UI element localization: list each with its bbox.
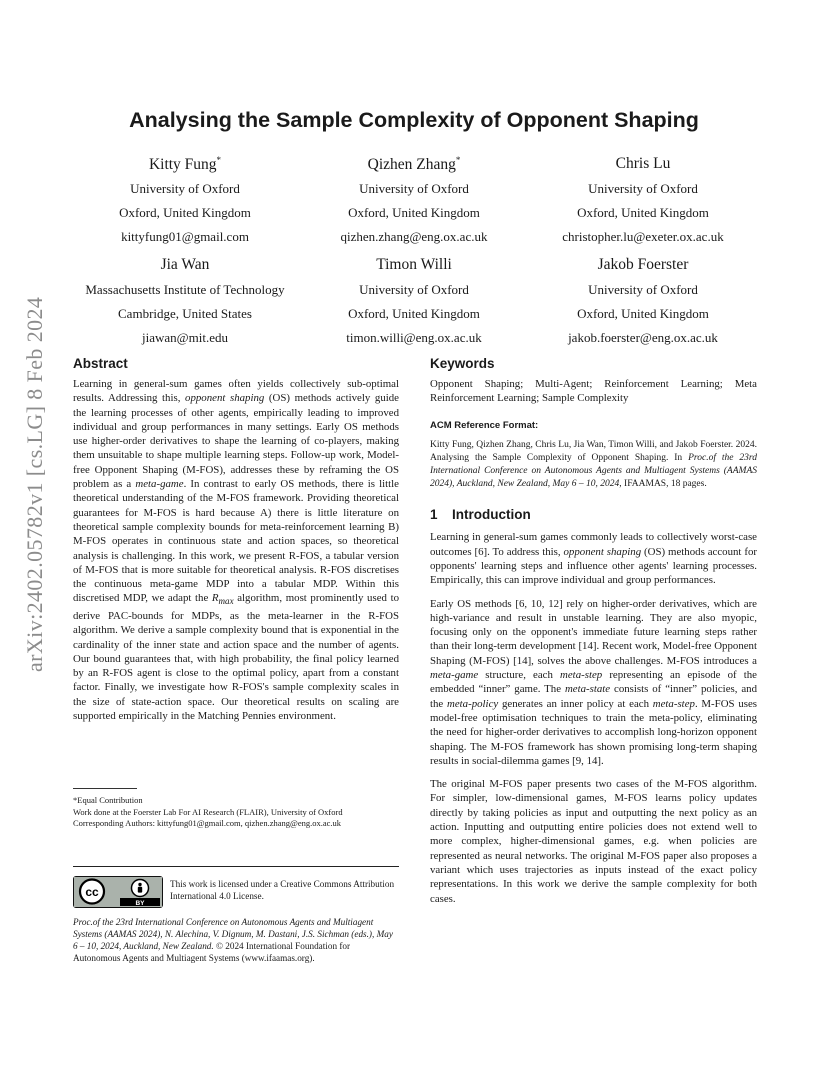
- author-name: Timon Willi: [376, 256, 452, 273]
- section-number: 1: [430, 507, 438, 523]
- author-email: christopher.lu@exeter.ox.ac.uk: [562, 229, 724, 244]
- author-block: [67, 256, 303, 350]
- paper-title: Analysing the Sample Complexity of Opponent Shaping: [129, 108, 699, 132]
- footnote-rule: [73, 788, 137, 789]
- author-block: [525, 256, 761, 350]
- author-affiliation: University of Oxford: [130, 181, 240, 196]
- footnote-work-location: Work done at the Foerster Lab For AI Research (FLAIR), University of Oxford: [73, 806, 343, 817]
- right-column: [430, 356, 757, 906]
- footnote-corresponding: Corresponding Authors: kittyfung01@gmail.com, qizhen.zhang@eng.ox.ac.uk: [73, 818, 342, 828]
- author-block: [296, 256, 532, 350]
- equal-contribution-mark: *: [455, 155, 461, 165]
- intro-paragraph: Early OS methods [6, 10, 12] rely on higher-order derivatives, which are high-variance and result in unstable learning. They are also myopic, focusing only on the opponent's immediate future learning steps rather than their long-term development [14]. Recent work, Model-free Opponent Shaping (M-FOS) [14], solves the above challenges. M-FOS introduces a meta-game structure, each meta-step representing an episode of the embedded “inner” game. The meta-state consists of “inner” policies, and the meta-policy generates an inner policy at each meta-step. M-FOS uses model-free optimisation techniques to train the meta-policy, eliminating the need for higher-order derivatives to accomplish long-horizon opponent shaping. The M-FOS framework has shown promising long-term shaping results in social-dilemma games [9, 14].: [430, 597, 757, 767]
- author-name: Jakob Foerster: [597, 256, 689, 273]
- author-affiliation: University of Oxford: [359, 282, 469, 297]
- license-divider: [73, 866, 399, 867]
- proceedings-notice: Proc.of the 23rd International Conference on Autonomous Agents and Multiagent Systems (AAMAS 2024), N. Alechina, V. Dignum, M. Dastani, J.S. Sichman (eds.), May 6 – 10, 2024, Auckland, New Zealand. © 2024 International Foundation for Autonomous Agents and Multiagent Systems (www.ifaamas.org).: [73, 917, 393, 963]
- author-name: Jia Wan: [160, 256, 210, 273]
- author-affiliation: University of Oxford: [588, 282, 698, 297]
- author-email: kittyfung01@gmail.com: [121, 229, 249, 244]
- intro-paragraph: Learning in general-sum games commonly leads to collectively worst-case outcomes [6]. To address this, opponent shaping (OS) methods account for opponents' learning steps and influence other agents' learning processes. Empirically, this can improve individual and group performances.: [430, 531, 757, 587]
- by-label: BY: [135, 900, 145, 907]
- author-location: Oxford, United Kingdom: [577, 306, 709, 321]
- author-email: jiawan@mit.edu: [142, 330, 228, 345]
- author-affiliation: University of Oxford: [588, 181, 698, 196]
- abstract-section: [73, 356, 399, 723]
- equal-contribution-mark: *: [216, 155, 222, 165]
- acm-reference-text: Kitty Fung, Qizhen Zhang, Chris Lu, Jia Wan, Timon Willi, and Jakob Foerster. 2024. Analysing the Sample Complexity of Opponent Shaping. In Proc.of the 23rd International Conference on Autonomous Agents and Multiagent Systems (AAMAS 2024), Auckland, New Zealand, May 6 – 10, 2024, IFAAMAS, 18 pages.: [430, 439, 757, 490]
- author-block: [525, 155, 761, 249]
- author-location: Oxford, United Kingdom: [348, 306, 480, 321]
- cc-icon-label: cc: [85, 885, 99, 899]
- intro-paragraph: The original M-FOS paper presents two cases of the M-FOS algorithm. For simpler, low-dimensional games, M-FOS learns policy updates directly by taking policies as input and outputting the next policy as an action. Inputting and outputting entire policies does not extend well to more complex, higher-dimensional games, e.g. when policies are represented as neural networks. The original M-FOS paper also proposes a variant which uses trajectories as inputs instead of the exact policy representations. In this work we derive the sample complexity for both cases.: [430, 778, 757, 905]
- abstract-heading: Abstract: [73, 356, 128, 371]
- author-name: Chris Lu: [615, 155, 671, 172]
- author-email: jakob.foerster@eng.ox.ac.uk: [568, 330, 718, 345]
- author-name: Qizhen Zhang: [367, 156, 456, 174]
- license-text: This work is licensed under a Creative Commons Attribution International 4.0 License.: [170, 879, 395, 901]
- author-block: [67, 155, 303, 249]
- author-location: Oxford, United Kingdom: [348, 205, 480, 220]
- footnote-equal-contribution: *Equal Contribution: [73, 795, 143, 805]
- acm-reference-heading: ACM Reference Format:: [430, 419, 539, 431]
- abstract-text: Learning in general-sum games often yields collectively sub-optimal results. Addressing this, opponent shaping (OS) methods actively guide the learning processes of other agents, empirically leading to improved individual and group performances in many settings. Early OS methods use higher-order derivatives to shape the learning of co-players, making them unsuitable to shape multiple learning steps. Follow-up work, Model-free Opponent Shaping (M-FOS), addresses these by reframing the OS problem as a meta-game. In contrast to early OS methods, there is little theoretical understanding of the M-FOS framework. Providing theoretical guarantees for M-FOS is hard because A) there is little literature on theoretical sample complexity bounds for meta-reinforcement learning B) M-FOS operates in continuous state and action spaces, so theoretical analysis is challenging. In this work, we present R-FOS, a tabular version of M-FOS that is more suitable for theoretical analysis. R-FOS discretises the continuous meta-game MDP into a tabular MDP. Within this discretised MDP, we adapt the $R_{max}$ algorithm, most prominently used to derive PAC-bounds for MDPs, as the meta-learner in the R-FOS algorithm. We derive a sample complexity bound that is exponential in the cardinality of the inner state and action space and the number of agents. Our bound guarantees that, with high probability, the final policy learned by an R-FOS agent is close to the optimal policy, apart from a constant factor. Finally, we investigate how R-FOS's sample complexity scales in the size of state-action space. Our theoretical results on scaling are supported empirically in the Matching Pennies environment.: [73, 378, 399, 722]
- keywords-text: Opponent Shaping; Multi-Agent; Reinforcement Learning; Meta Reinforcement Learning; Sample Complexity: [430, 378, 757, 405]
- cc-by-license-badge[interactable]: [73, 876, 163, 908]
- author-affiliation: Massachusetts Institute of Technology: [85, 282, 285, 297]
- author-location: Oxford, United Kingdom: [577, 205, 709, 220]
- author-block: [296, 155, 532, 249]
- arxiv-identifier: arXiv:2402.05782v1 [cs.LG] 8 Feb 2024: [22, 296, 47, 672]
- introduction-heading: 1 Introduction: [430, 507, 531, 523]
- author-affiliation: University of Oxford: [359, 181, 469, 196]
- author-location: Cambridge, United States: [118, 306, 252, 321]
- author-email: timon.willi@eng.ox.ac.uk: [346, 330, 482, 345]
- footnotes: [73, 788, 399, 830]
- keywords-heading: Keywords: [430, 356, 495, 371]
- author-email: qizhen.zhang@eng.ox.ac.uk: [340, 229, 488, 244]
- author-location: Oxford, United Kingdom: [119, 205, 251, 220]
- author-name: Kitty Fung: [148, 156, 217, 174]
